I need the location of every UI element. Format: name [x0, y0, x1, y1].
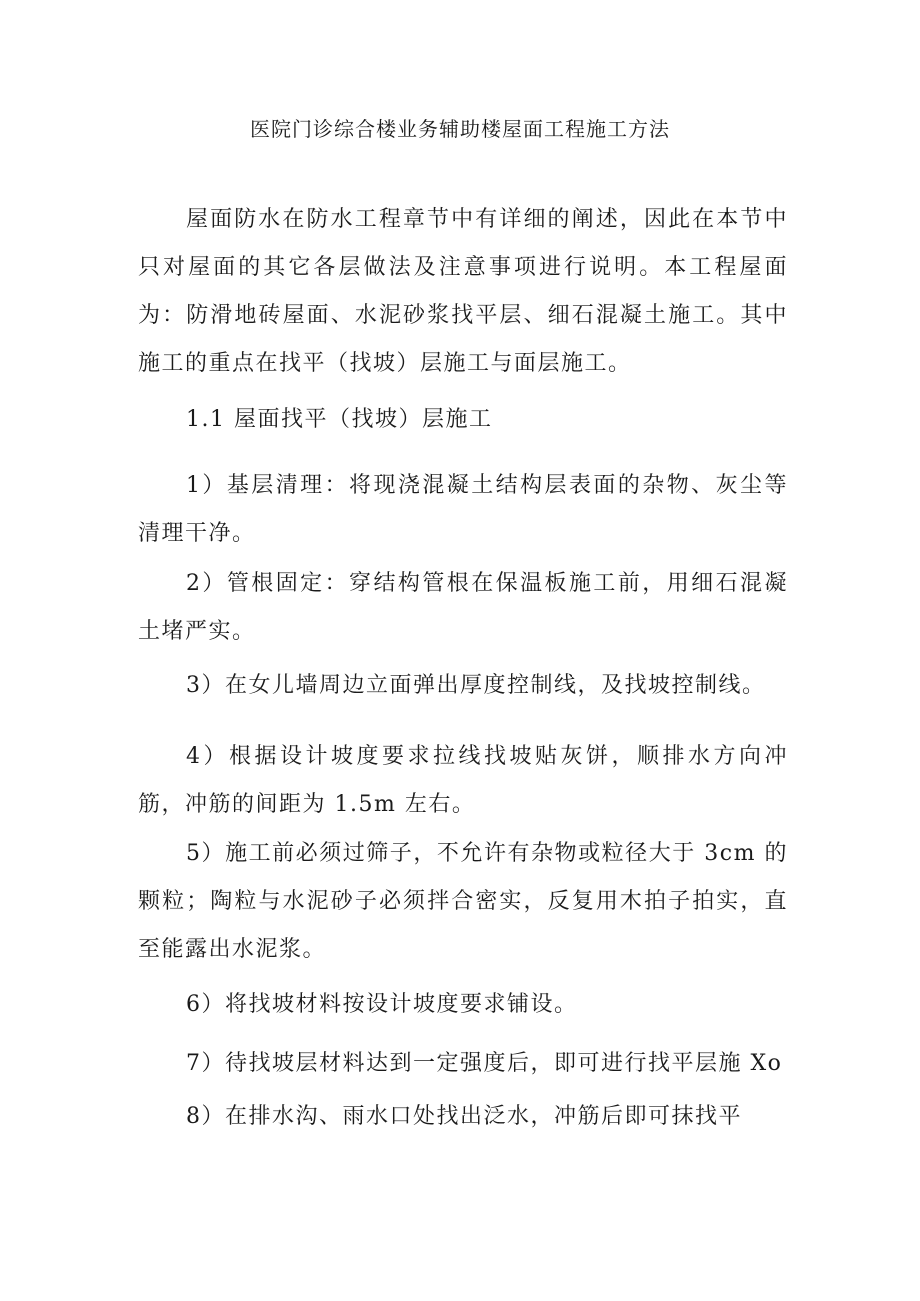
step-6-paragraph: 6）将找坡材料按设计坡度要求铺设。 [186, 992, 578, 1017]
step-4-paragraph: 4）根据设计坡度要求拉线找坡贴灰饼，顺排水方向冲筋，冲筋的间距为 1.5m 左右。 [138, 744, 788, 817]
step-3-paragraph: 3）在女儿墙周边立面弹出厚度控制线，及找坡控制线。 [186, 673, 766, 698]
step-1-paragraph: 1）基层清理：将现浇混凝土结构层表面的杂物、灰尘等清理干净。 [138, 473, 788, 546]
document-title: 医院门诊综合楼业务辅助楼屋面工程施工方法 [250, 117, 670, 141]
intro-paragraph: 屋面防水在防水工程章节中有详细的阐述，因此在本节中只对屋面的其它各层做法及注意事项进行说明。本工程屋面为：防滑地砖屋面、水泥砂浆找平层、细石混凝土施工。其中施工的重点在找平（找坡）层施工与面层施工。 [138, 207, 788, 376]
step-2-paragraph: 2）管根固定：穿结构管根在保温板施工前，用细石混凝土堵严实。 [138, 571, 788, 644]
step-7-paragraph: 7）待找坡层材料达到一定强度后，即可进行找平层施 Xo [186, 1051, 783, 1076]
section-heading: 1.1 屋面找平（找坡）层施工 [186, 407, 493, 432]
step-8-paragraph: 8）在排水沟、雨水口处找出泛水，冲筋后即可抹找平 [186, 1104, 742, 1129]
step-5-paragraph: 5）施工前必须过筛子，不允许有杂物或粒径大于 3cm 的颗粒；陶粒与水泥砂子必须拌合密实，反复用木拍子拍实，直至能露出水泥浆。 [138, 841, 788, 962]
